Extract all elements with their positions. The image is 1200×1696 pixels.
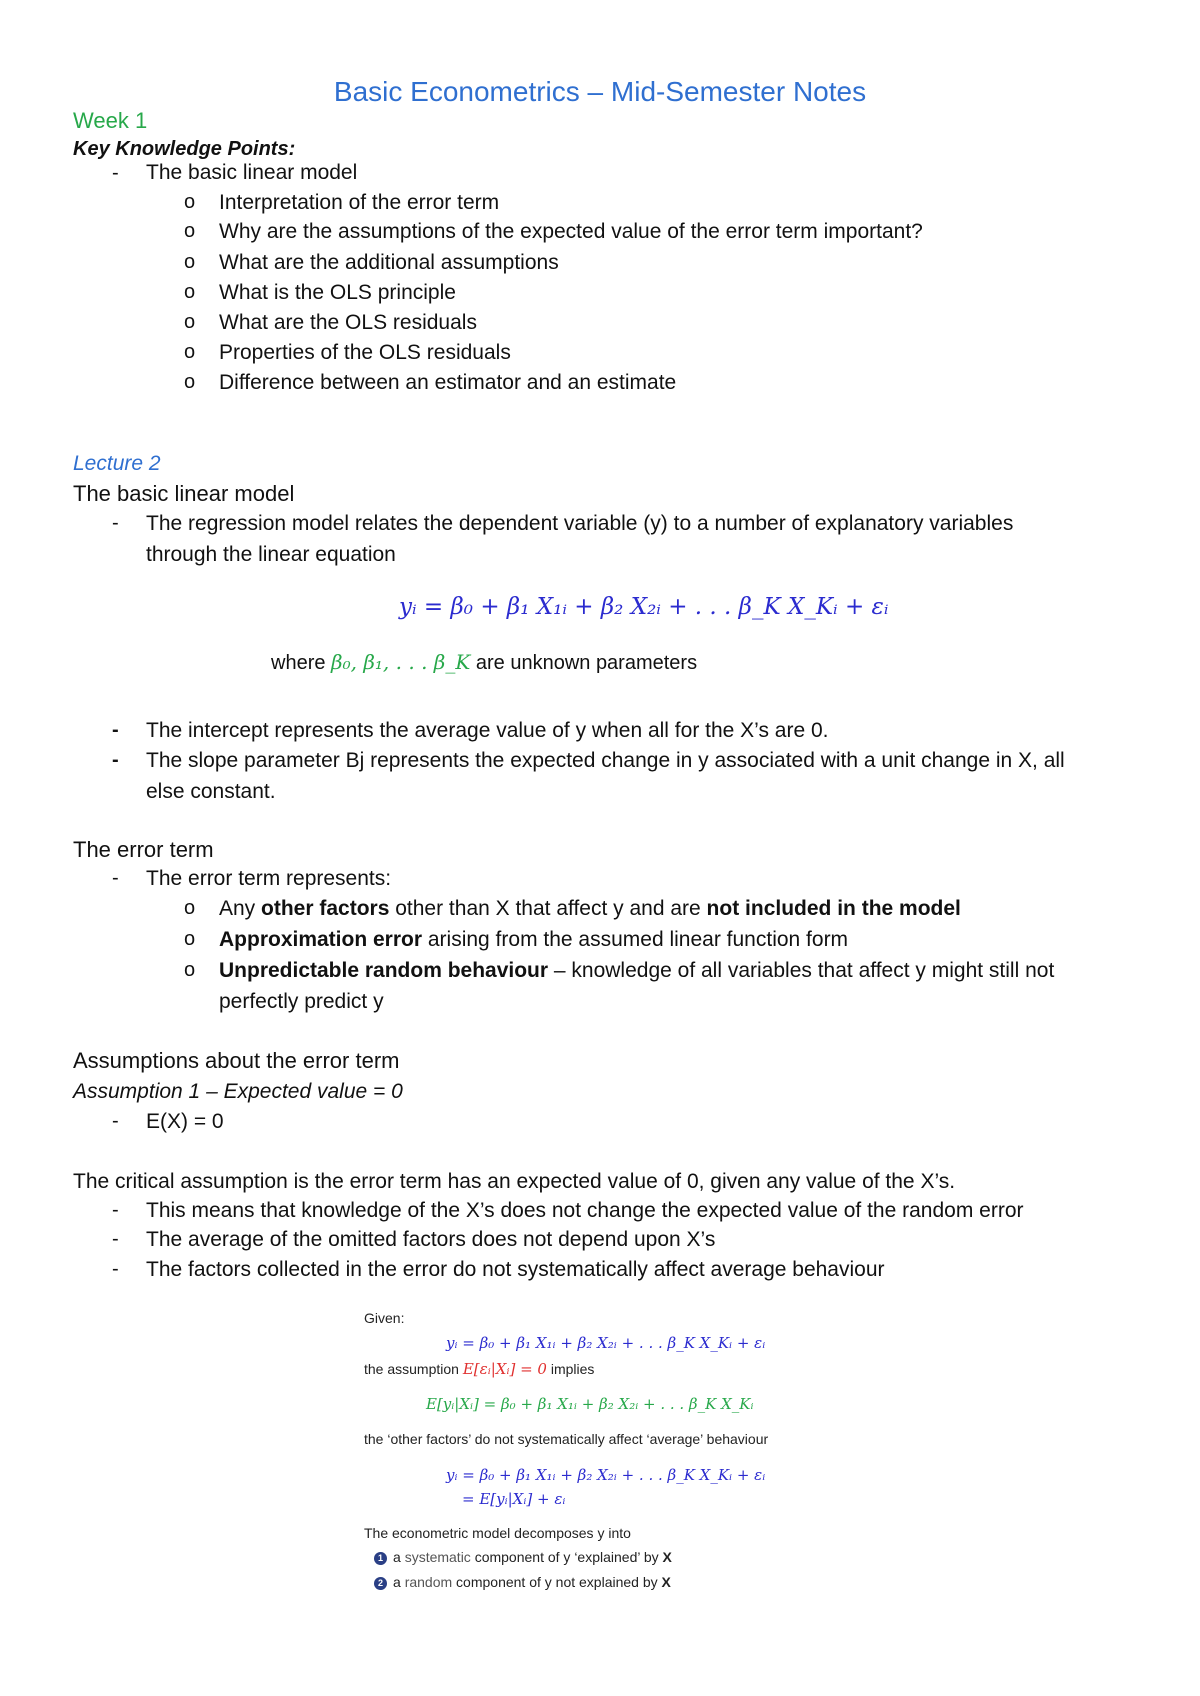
- figure-assumption-line: the assumption E[εᵢ|Xᵢ] = 0 implies: [364, 1360, 595, 1378]
- error-item: Any other factors other than X that affect y and are not included in the model: [219, 897, 961, 920]
- critical-assumption: The critical assumption is the error term has an expected value of 0, given any value of the X’s.: [73, 1170, 956, 1193]
- figure-equation: yᵢ = β₀ + β₁ X₁ᵢ + β₂ X₂ᵢ + . . . β_K X_Kᵢ + εᵢ: [446, 1466, 766, 1484]
- error-item: Unpredictable random behaviour – knowledge of all variables that affect y might still not: [219, 959, 1055, 982]
- figure-equation: = E[yᵢ|Xᵢ] + εᵢ: [462, 1490, 566, 1508]
- dash-bullet: -: [112, 719, 119, 741]
- week-heading: Week 1: [73, 108, 148, 133]
- where-post-text: are unknown parameters: [475, 652, 698, 674]
- where-text: where: [271, 652, 326, 674]
- bullet-text: This means that knowledge of the X’s does not change the expected value of the random error: [146, 1199, 1024, 1222]
- key-point-item: What are the OLS residuals: [219, 311, 477, 334]
- equation-figure: [360, 1304, 830, 1604]
- circle-bullet-icon: o: [184, 371, 196, 393]
- key-point-item: What is the OLS principle: [219, 281, 456, 304]
- dash-bullet: -: [112, 512, 119, 534]
- dash-bullet: -: [112, 1228, 119, 1250]
- figure-decomposition: The econometric model decomposes y into: [364, 1525, 631, 1541]
- circle-bullet-icon: o: [184, 897, 196, 919]
- dash-bullet: -: [112, 867, 119, 889]
- circle-bullet-icon: o: [184, 191, 196, 213]
- circle-bullet-icon: o: [184, 281, 196, 303]
- circle-bullet-icon: o: [184, 959, 196, 981]
- paragraph-line: through the linear equation: [146, 543, 396, 566]
- dash-bullet: -: [112, 1258, 119, 1280]
- bullet-text: E(X) = 0: [146, 1110, 224, 1133]
- number-two-icon: 2: [374, 1577, 387, 1590]
- error-item-continued: perfectly predict y: [219, 990, 384, 1013]
- circle-bullet-icon: o: [184, 341, 196, 363]
- params-text: β₀, β₁, . . . β_K: [331, 650, 471, 674]
- circle-bullet-icon: o: [184, 928, 196, 950]
- bullet-text: The error term represents:: [146, 867, 392, 890]
- dash-bullet: -: [112, 749, 119, 771]
- figure-equation: yᵢ = β₀ + β₁ X₁ᵢ + β₂ X₂ᵢ + . . . β_K X_Kᵢ + εᵢ: [446, 1334, 766, 1352]
- bullet-text: else constant.: [146, 780, 276, 803]
- key-point-item: What are the additional assumptions: [219, 251, 559, 274]
- dash-bullet: -: [112, 1199, 119, 1221]
- dash-bullet: -: [112, 1110, 119, 1132]
- section-heading: Assumptions about the error term: [73, 1048, 400, 1073]
- figure-other-factors: the ‘other factors’ do not systematically affect ‘average’ behaviour: [364, 1431, 769, 1447]
- paragraph-line: The regression model relates the dependent variable (y) to a number of explanatory variables: [146, 512, 1014, 535]
- key-point-item: Interpretation of the error term: [219, 191, 500, 214]
- circle-bullet-icon: o: [184, 251, 196, 273]
- figure-given: Given:: [364, 1310, 405, 1326]
- key-point-main: The basic linear model: [146, 161, 358, 184]
- bullet-text: The intercept represents the average value of y when all for the X’s are 0.: [146, 719, 829, 742]
- bullet-text: The average of the omitted factors does not depend upon X’s: [146, 1228, 716, 1251]
- bullet-text: The factors collected in the error do not systematically affect average behaviour: [146, 1258, 885, 1281]
- page-title: Basic Econometrics – Mid-Semester Notes: [333, 76, 867, 107]
- where-line: [271, 650, 697, 675]
- number-one-icon: 1: [374, 1552, 387, 1565]
- key-points-heading: Key Knowledge Points:: [73, 138, 296, 160]
- figure-item: 1 a systematic component of y ‘explained’ by X: [374, 1549, 672, 1565]
- circle-bullet-icon: o: [184, 220, 196, 242]
- key-point-item: Difference between an estimator and an estimate: [219, 371, 677, 394]
- section-heading: The error term: [73, 837, 214, 862]
- figure-expectation-equation: E[yᵢ|Xᵢ] = β₀ + β₁ X₁ᵢ + β₂ X₂ᵢ + . . . β_K X_Kᵢ: [426, 1395, 754, 1413]
- assumption-subheading: Assumption 1 – Expected value = 0: [73, 1080, 403, 1103]
- dash-bullet: -: [112, 162, 119, 184]
- error-item: Approximation error arising from the assumed linear function form: [219, 928, 849, 951]
- lecture-heading: Lecture 2: [73, 452, 161, 475]
- bullet-text: The slope parameter Bj represents the expected change in y associated with a unit change in X, all: [146, 749, 1065, 772]
- circle-bullet-icon: o: [184, 311, 196, 333]
- key-point-item: Properties of the OLS residuals: [219, 341, 511, 364]
- key-point-item: Why are the assumptions of the expected value of the error term important?: [219, 220, 923, 243]
- figure-item: 2 a random component of y not explained by X: [374, 1574, 671, 1590]
- linear-equation: yᵢ = β₀ + β₁ X₁ᵢ + β₂ X₂ᵢ + . . . β_K X_Kᵢ + εᵢ: [399, 594, 889, 620]
- section-heading: The basic linear model: [73, 481, 295, 506]
